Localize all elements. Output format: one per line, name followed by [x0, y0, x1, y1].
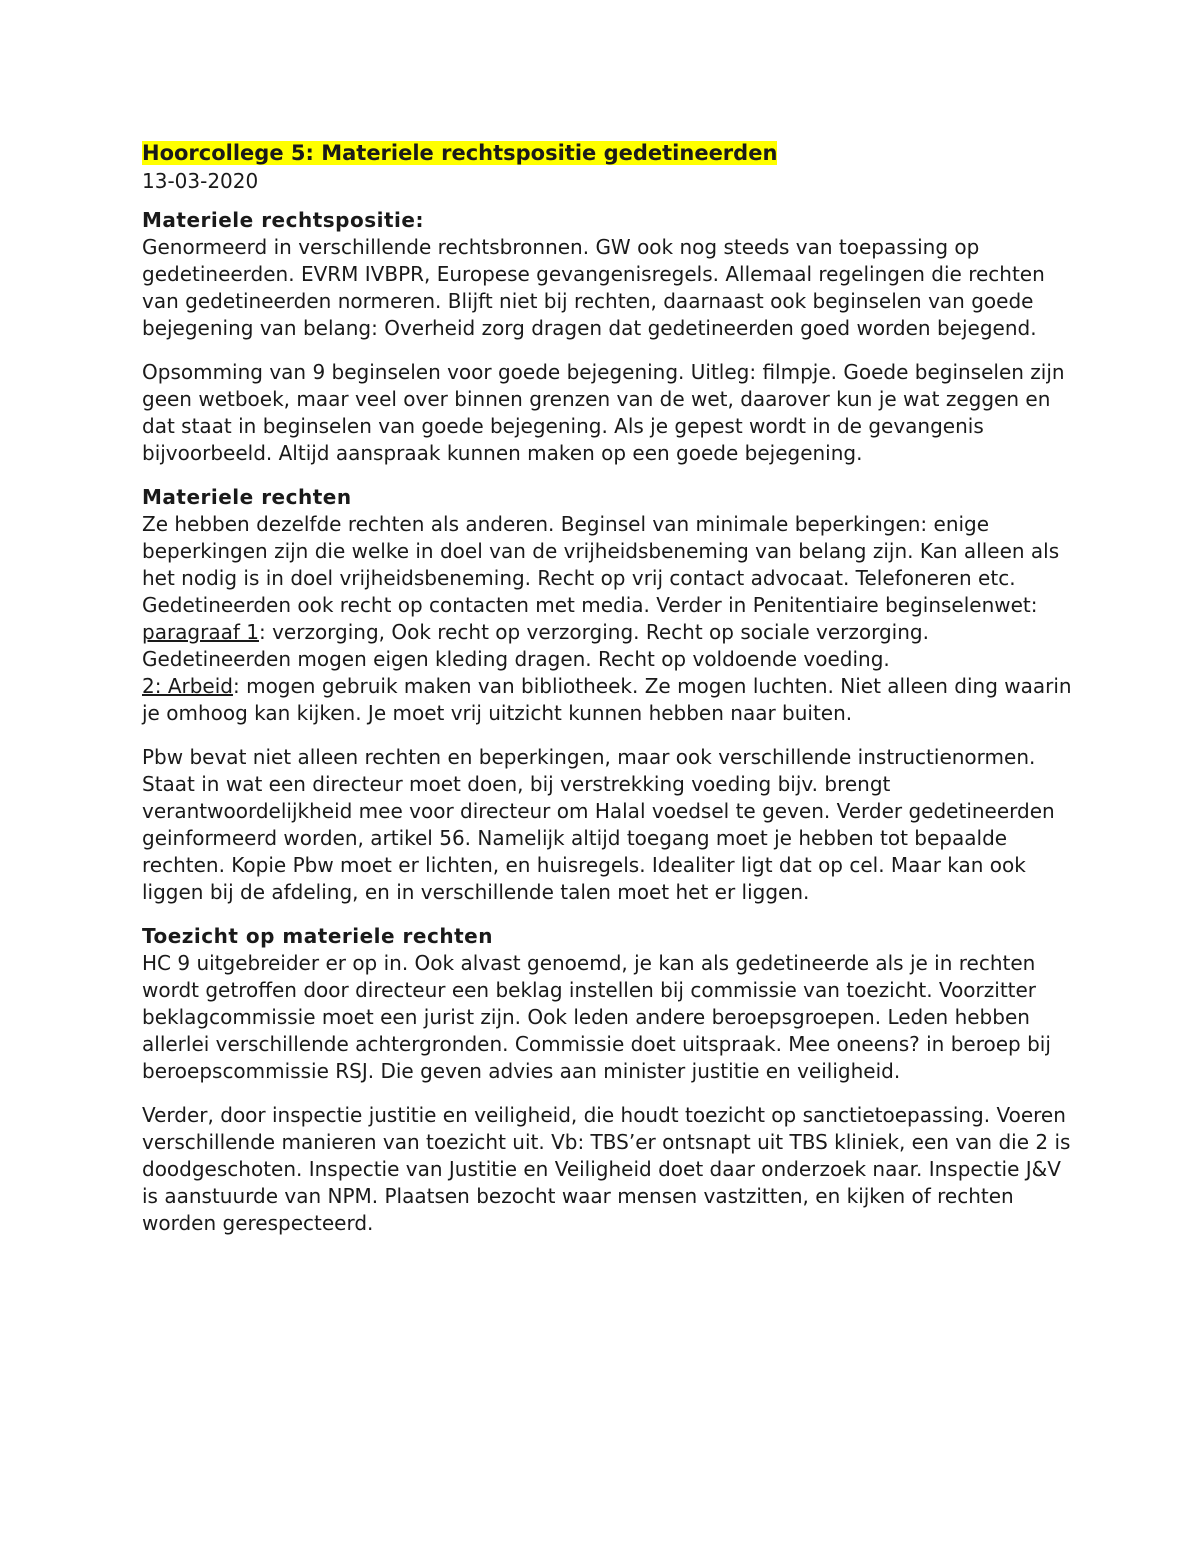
- item-text: : mogen gebruik maken van bibliotheek. Ze mogen luchten. Niet alleen ding waarin je omhoog kan kijken. Je moet vrij uitzicht kunnen hebben naar buiten.: [142, 674, 1072, 725]
- paragraph: Pbw bevat niet alleen rechten en beperkingen, maar ook verschillende instructienormen. Staat in wat een directeur moet doen, bij verstrekking voeding bijv. brengt verantwoordelijkheid mee voor directeur om Halal voedsel te geven. Verder gedetineerden geinformeerd worden, artikel 56. Namelijk altijd toegang moet je hebben tot bepaalde rechten. Kopie Pbw moet er lichten, en huisregels. Idealiter ligt dat op cel. Maar kan ook liggen bij de afdeling, en in verschillende talen moet het er liggen.: [142, 745, 1055, 904]
- item-label: paragraaf 1: [142, 620, 259, 644]
- document-title: Hoorcollege 5: Materiele rechtspositie gedetineerden: [142, 141, 778, 165]
- paragraph: Opsomming van 9 beginselen voor goede bejegening. Uitleg: filmpje. Goede beginselen zijn geen wetboek, maar veel over binnen grenzen van de wet, daarover kun je wat zeggen en dat staat in beginselen van goede bejegening. Als je gepest wordt in de gevangenis bijvoorbeeld. Altijd aanspraak kunnen maken op een goede bejegening.: [142, 360, 1065, 465]
- list-item: [142, 673, 1072, 727]
- document-date: 13-03-2020: [142, 169, 259, 193]
- paragraph: Verder, door inspectie justitie en veiligheid, die houdt toezicht op sanctietoepassing. Voeren verschillende manieren van toezicht uit. Vb: TBS’er ontsnapt uit TBS kliniek, een van die 2 is doodgeschoten. Inspectie van Justitie en Veiligheid doet daar onderzoek naar. Inspectie J&V is aanstuurde van NPM. Plaatsen bezocht waar mensen vastzitten, en kijken of rechten worden gerespecteerd.: [142, 1103, 1071, 1235]
- item-text: : verzorging, Ook recht op verzorging. Recht op sociale verzorging. Gedetineerden mogen eigen kleding dragen. Recht op voldoende voeding.: [142, 620, 929, 671]
- list-item: [142, 619, 1072, 673]
- paragraph: Ze hebben dezelfde rechten als anderen. Beginsel van minimale beperkingen: enige beperkingen zijn die welke in doel van de vrijheidsbeneming van belang zijn. Kan alleen als het nodig is in doel vrijheidsbeneming. Recht op vrij contact advocaat. Telefoneren etc. Gedetineerden ook recht op contacten met media. Verder in Penitentiaire beginselenwet:: [142, 512, 1060, 617]
- document-page: [142, 140, 1072, 1254]
- paragraph: Genormeerd in verschillende rechtsbronnen. GW ook nog steeds van toepassing op gedetineerden. EVRM IVBPR, Europese gevangenisregels. Allemaal regelingen die rechten van gedetineerden normeren. Blijft niet bij rechten, daarnaast ook beginselen van goede bejegening van belang: Overheid zorg dragen dat gedetineerden goed worden bejegend.: [142, 235, 1045, 340]
- item-label: 2: Arbeid: [142, 674, 233, 698]
- paragraph: HC 9 uitgebreider er op in. Ook alvast genoemd, je kan als gedetineerde als je in rechten wordt getroffen door directeur een beklag instellen bij commissie van toezicht. Voorzitter beklagcommissie moet een jurist zijn. Ook leden andere beroepsgroepen. Leden hebben allerlei verschillende achtergronden. Commissie doet uitspraak. Mee oneens? in beroep bij beroepscommissie RSJ. Die geven advies aan minister justitie en veiligheid.: [142, 951, 1051, 1083]
- section-heading-materiele-rechtspositie: Materiele rechtspositie:: [142, 208, 424, 232]
- title-line: [142, 140, 1072, 168]
- rights-block: [142, 511, 1072, 727]
- section-heading-toezicht: Toezicht op materiele rechten: [142, 924, 493, 948]
- section-heading-materiele-rechten: Materiele rechten: [142, 485, 352, 509]
